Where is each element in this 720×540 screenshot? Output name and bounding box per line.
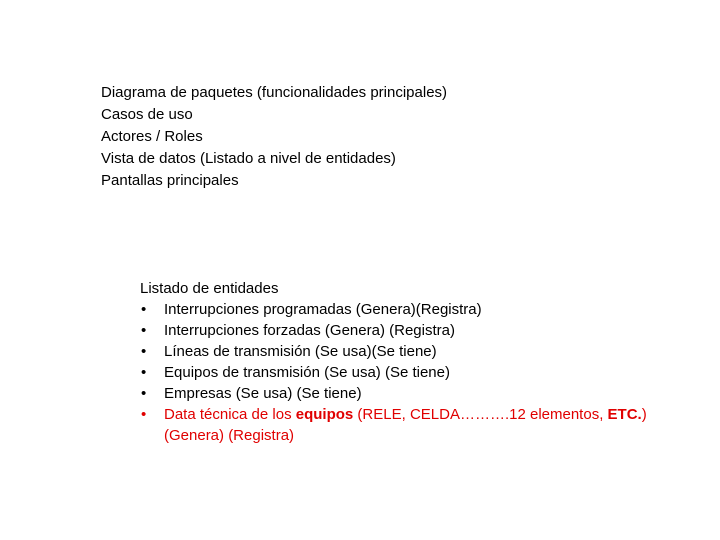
technical-data-line-2: (Genera) (Registra) [164, 427, 295, 444]
topic-main-screens: Pantallas principales [101, 172, 239, 189]
bullet-icon: • [141, 322, 147, 339]
topic-data-view: Vista de datos (Listado a nivel de entidades) [101, 150, 396, 167]
topic-package-diagram: Diagrama de paquetes (funcionalidades principales) [101, 84, 448, 101]
list-item-label: Interrupciones forzadas (Genera) (Registra) [164, 322, 455, 339]
technical-data-text: Data técnica de los [164, 406, 296, 423]
bullet-icon: • [141, 343, 147, 360]
technical-data-equipos: equipos [295, 406, 354, 423]
technical-data-elements: (RELE, CELDA……….12 elementos, [353, 406, 608, 423]
technical-data-close-paren: ) [641, 406, 647, 423]
entities-section [140, 278, 680, 446]
bullet-icon: • [141, 364, 147, 381]
bullet-icon: • [141, 385, 147, 402]
list-item [140, 341, 680, 362]
list-item-label: Empresas (Se usa) (Se tiene) [164, 385, 362, 402]
list-item [140, 383, 680, 404]
list-item [140, 362, 680, 383]
topic-use-cases: Casos de uso [101, 106, 193, 123]
bullet-icon: • [141, 406, 147, 423]
topics-list [101, 82, 447, 192]
entities-heading: Listado de entidades [140, 280, 279, 297]
list-item-label: Líneas de transmisión (Se usa)(Se tiene) [164, 343, 437, 360]
technical-data-line-1 [164, 404, 680, 425]
technical-data-etc: ETC. [607, 406, 642, 423]
list-item-label: Interrupciones programadas (Genera)(Registra) [164, 301, 482, 318]
list-item [140, 299, 680, 320]
topic-actors-roles: Actores / Roles [101, 128, 203, 145]
entities-list [140, 299, 680, 446]
list-item [140, 320, 680, 341]
bullet-icon: • [141, 301, 147, 318]
list-item-technical-data [140, 404, 680, 446]
list-item-label: Equipos de transmisión (Se usa) (Se tiene) [164, 364, 450, 381]
